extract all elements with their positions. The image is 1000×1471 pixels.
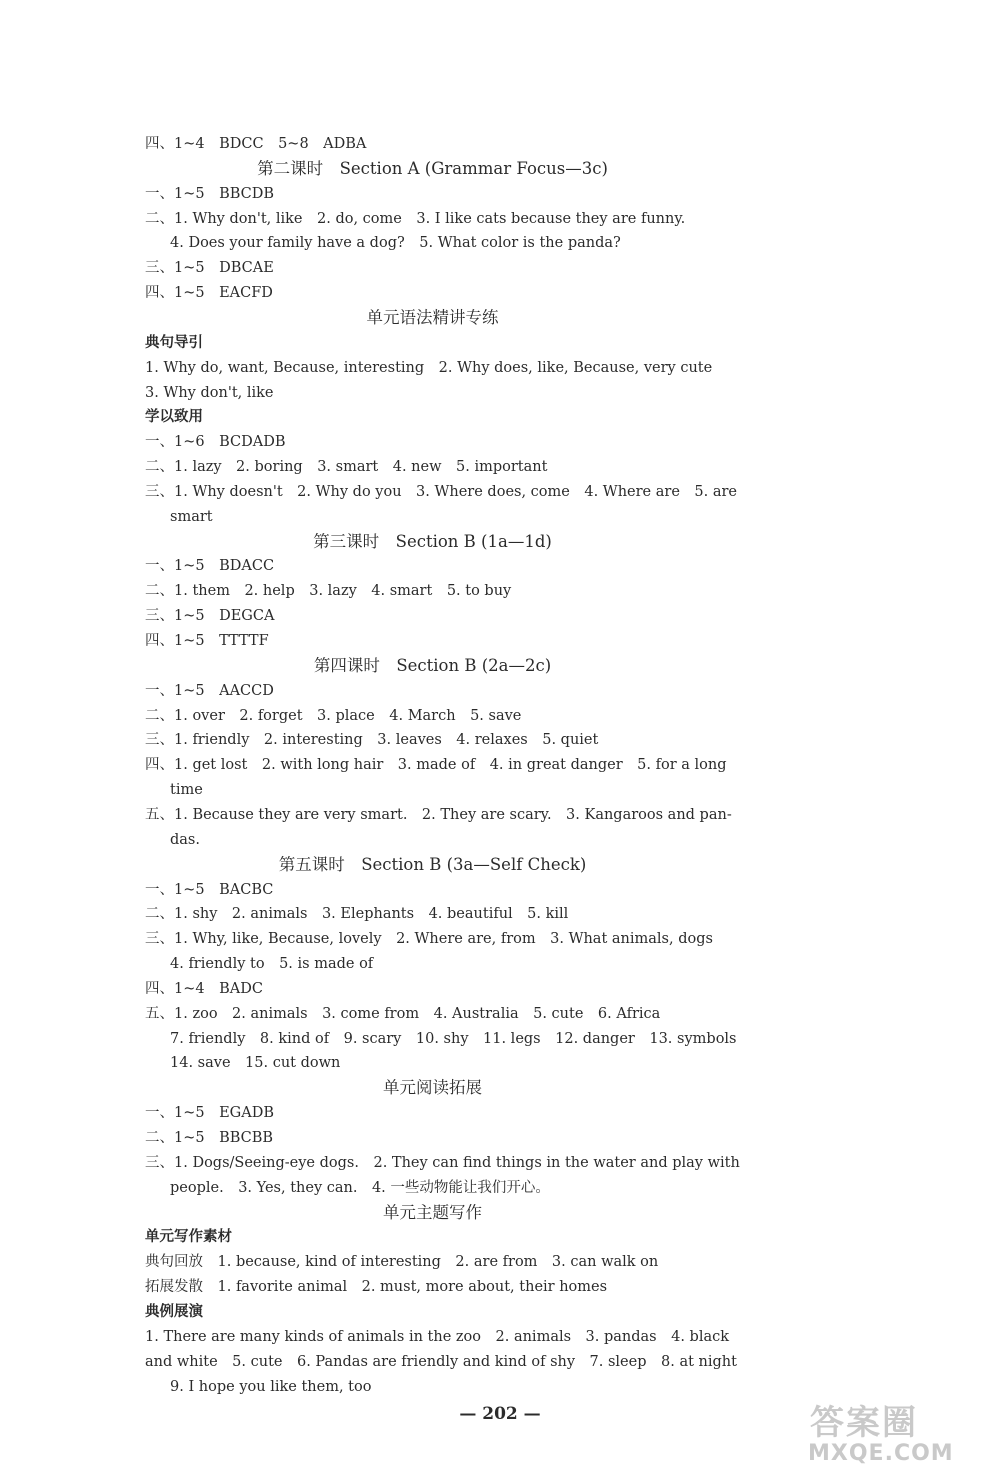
answer-line: 四、1. get lost 2. with long hair 3. made of 4. in great danger 5. for a long: [145, 757, 727, 774]
page-number: — 202 —: [459, 1404, 541, 1424]
watermark-top-text: 答案圈: [810, 1403, 918, 1443]
answer-line: 拓展发散 1. favorite animal 2. must, more about, their homes: [145, 1279, 608, 1296]
answer-line: 四、1~4 BDCC 5~8 ADBA: [145, 136, 367, 152]
answer-line: 1. Why do, want, Because, interesting 2. Why does, like, Because, very cute: [145, 359, 713, 376]
answer-line: 三、1. friendly 2. interesting 3. leaves 4. relaxes 5. quiet: [145, 732, 599, 749]
answer-line: 一、1~6 BCDADB: [145, 434, 286, 451]
answer-line: 三、1. Dogs/Seeing-eye dogs. 2. They can find things in the water and play with: [145, 1154, 740, 1171]
answer-line: 一、1~5 BDACC: [145, 558, 275, 575]
subsection-label: 单元写作素材: [145, 1229, 232, 1246]
section-heading: 单元阅读拓展: [383, 1078, 482, 1098]
answer-line: 9. I hope you like them, too: [170, 1378, 372, 1395]
answer-line: 四、1~5 TTTTF: [145, 633, 269, 649]
answer-line: 五、1. zoo 2. animals 3. come from 4. Australia 5. cute 6. Africa: [145, 1005, 661, 1022]
answer-line: das.: [170, 831, 200, 848]
answer-line: 二、1. lazy 2. boring 3. smart 4. new 5. important: [145, 459, 548, 476]
section-heading: 第五课时 Section B (3a—Self Check): [278, 854, 587, 874]
answer-line: 一、1~5 BBCDB: [145, 185, 275, 202]
answer-line: 4. Does your family have a dog? 5. What color is the panda?: [170, 235, 621, 252]
answer-line: people. 3. Yes, they can. 4. 一些动物能让我们开心。: [170, 1179, 550, 1196]
section-heading: 单元语法精讲专练: [366, 307, 499, 327]
answer-line: 一、1~5 BACBC: [145, 881, 274, 898]
answer-line: 二、1. over 2. forget 3. place 4. March 5. save: [145, 707, 522, 724]
answer-line: 二、1~5 BBCBB: [145, 1130, 274, 1146]
subsection-label: 学以致用: [145, 409, 203, 426]
answer-line: 典句回放 1. because, kind of interesting 2. are from 3. can walk on: [145, 1254, 659, 1271]
answer-line: 4. friendly to 5. is made of: [170, 956, 374, 973]
answer-line: 四、1~5 EACFD: [145, 285, 273, 302]
answer-line: 三、1~5 DBCAE: [145, 260, 274, 277]
answer-line: 14. save 15. cut down: [170, 1055, 341, 1072]
answer-line: 三、1~5 DEGCA: [145, 608, 275, 625]
answer-line: 四、1~4 BADC: [145, 980, 263, 997]
watermark-bottom-text: MXQE.COM: [808, 1441, 954, 1466]
answer-line: 二、1. Why don't, like 2. do, come 3. I like cats because they are funny.: [145, 210, 686, 227]
answer-line: 三、1. Why, like, Because, lovely 2. Where are, from 3. What animals, dogs: [145, 931, 713, 948]
answer-line: 二、1. shy 2. animals 3. Elephants 4. beautiful 5. kill: [145, 906, 569, 923]
answer-line: 1. There are many kinds of animals in the zoo 2. animals 3. pandas 4. black: [145, 1328, 730, 1345]
answer-line: 一、1~5 EGADB: [145, 1105, 275, 1122]
subsection-label: 典句导引: [145, 334, 203, 351]
answer-line: 三、1. Why doesn't 2. Why do you 3. Where does, come 4. Where are 5. are: [145, 483, 738, 500]
section-heading: 单元主题写作: [383, 1202, 482, 1222]
answer-line: 五、1. Because they are very smart. 2. They are scary. 3. Kangaroos and pan-: [145, 806, 732, 823]
section-heading: 第四课时 Section B (2a—2c): [313, 655, 552, 675]
answer-line: time: [170, 782, 203, 799]
section-heading: 第三课时 Section B (1a—1d): [313, 531, 552, 551]
subsection-label: 典例展演: [145, 1303, 203, 1320]
section-heading: 第二课时 Section A (Grammar Focus—3c): [257, 158, 608, 178]
answer-line: and white 5. cute 6. Pandas are friendly and kind of shy 7. sleep 8. at night: [145, 1353, 737, 1370]
answer-line: 一、1~5 AACCD: [145, 682, 274, 699]
answer-line: 7. friendly 8. kind of 9. scary 10. shy 11. legs 12. danger 13. symbols: [170, 1030, 737, 1047]
answer-line: 二、1. them 2. help 3. lazy 4. smart 5. to buy: [145, 583, 512, 600]
answer-line: smart: [170, 508, 213, 525]
answer-line: 3. Why don't, like: [145, 384, 274, 401]
watermark-logo: [800, 1395, 990, 1471]
